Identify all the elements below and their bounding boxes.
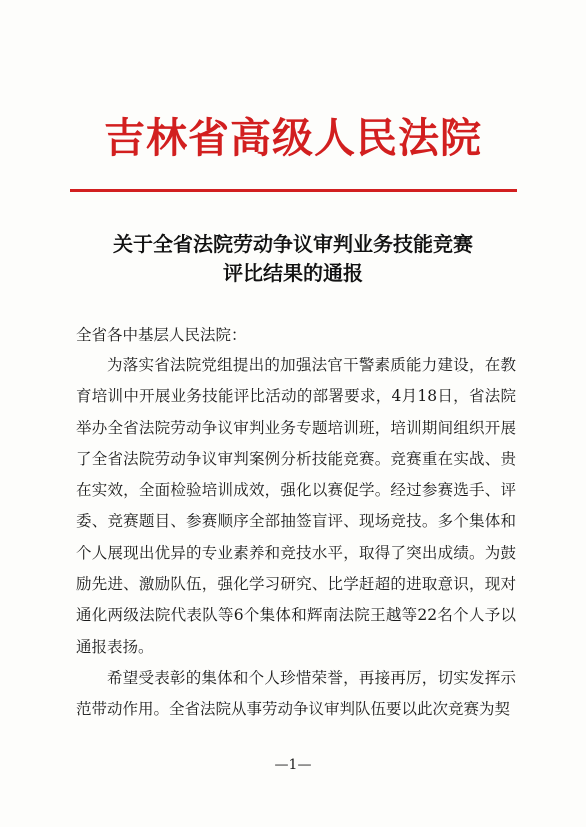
red-divider-line	[70, 189, 517, 192]
body-paragraph-1: 为落实省法院党组提出的加强法官干警素质能力建设，在教育培训中开展业务技能评比活动的部署要求，4月18日，省法院举办全省法院劳动争议审判业务专题培训班，培训期间组织开展了全省法院劳动争议审判案例分析技能竞赛。竞赛重在实战、贵在实效，全面检验培训成效，强化以赛促学。经过参赛选手、评委、竞赛题目、参赛顺序全部抽签盲评、现场竞技。多个集体和个人展现出优异的专业素养和竞技水平，取得了突出成绩。为鼓励先进、激励队伍，强化学习研究、比学赶超的进取意识，现对通化两级法院代表队等6个集体和辉南法院王越等22名个人予以通报表扬。	[76, 356, 516, 656]
document-title-line-2: 评比结果的通报	[223, 261, 363, 285]
salutation: 全省各中基层人民法院：	[76, 326, 247, 344]
document-title-line-1: 关于全省法院劳动争议审判业务技能竞赛	[113, 232, 473, 256]
page-number: —1—	[274, 757, 312, 773]
body-paragraph-2: 希望受表彰的集体和个人珍惜荣誉，再接再厉，切实发挥示范带动作用。全省法院从事劳动争议审判队伍要以此次竞赛为契	[76, 669, 516, 719]
issuing-authority-header: 吉林省高级人民法院	[104, 114, 482, 162]
